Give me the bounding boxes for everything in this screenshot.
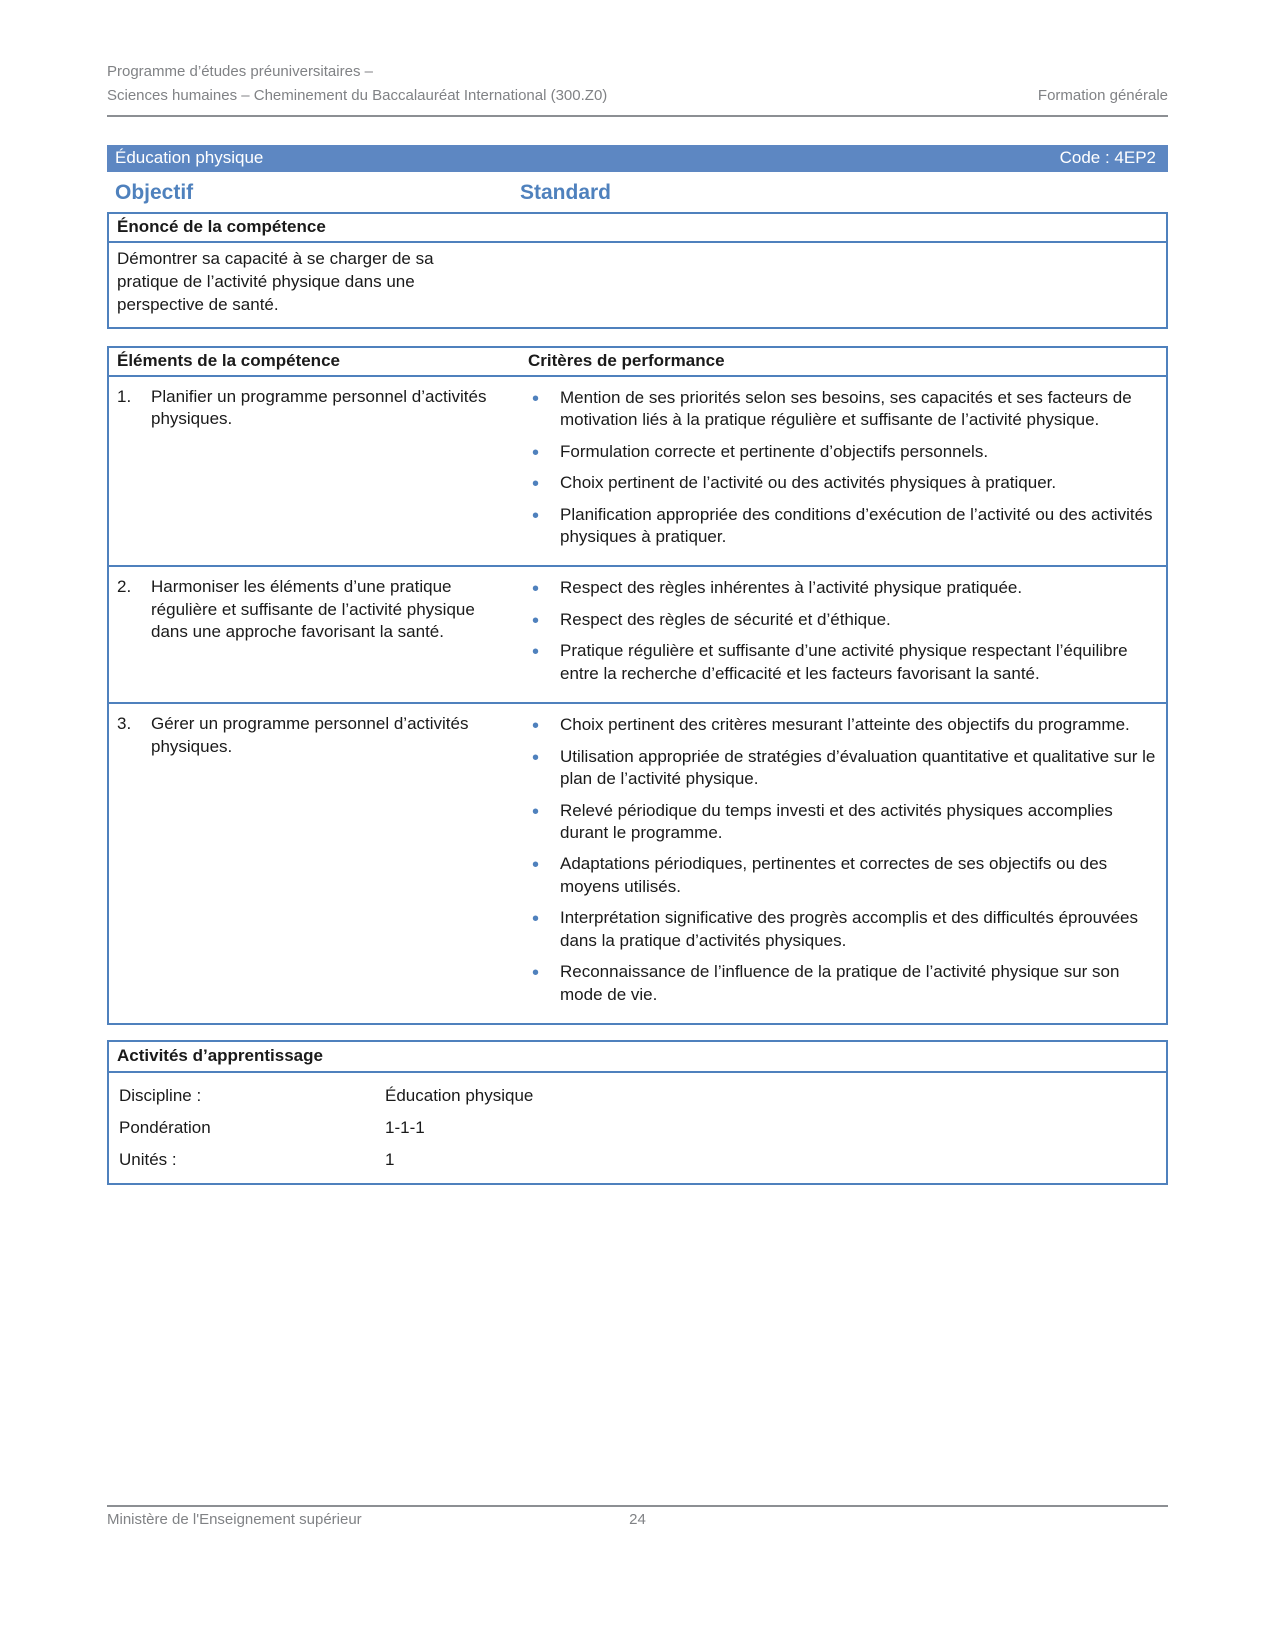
- activite-label: Unités :: [119, 1150, 177, 1169]
- criteria-list: [520, 714, 1156, 1006]
- activite-value: 1-1-1: [385, 1118, 425, 1137]
- element-text: Planifier un programme personnel d’activités physiques.: [151, 386, 487, 429]
- competence-row-2: [109, 567, 1166, 704]
- activite-row-discipline: [109, 1075, 1166, 1107]
- header-rule: [107, 115, 1168, 117]
- header-program-detail: Sciences humaines – Cheminement du Baccalauréat International (300.Z0): [107, 87, 608, 104]
- course-title: Éducation physique: [115, 148, 264, 167]
- objectif-heading: Objectif: [115, 181, 194, 204]
- criterion: • Respect des règles de sécurité et d’éthique.: [520, 609, 1156, 631]
- criterion: • Relevé périodique du temps investi et des activités physiques accomplies durant le programme.: [520, 800, 1156, 845]
- header-program-line: Programme d’études préuniversitaires –: [107, 63, 373, 80]
- element-cell: [109, 704, 520, 1023]
- enonce-heading: Énoncé de la compétence: [109, 214, 1166, 243]
- criterion: • Pratique régulière et suffisante d’une activité physique respectant l’équilibre entre la recherche d’efficacité et les facteurs favorisant la santé.: [520, 640, 1156, 685]
- competence-row-3: [109, 704, 1166, 1023]
- criterion: • Choix pertinent des critères mesurant l’atteinte des objectifs du programme.: [520, 714, 1156, 736]
- element-cell: [109, 377, 520, 566]
- element-text: Gérer un programme personnel d’activités physiques.: [151, 714, 469, 756]
- criterion: • Choix pertinent de l’activité ou des activités physiques à pratiquer.: [520, 472, 1156, 494]
- activites-rows: [109, 1073, 1166, 1183]
- section-headings: [107, 181, 1168, 205]
- criterion: • Reconnaissance de l’influence de la pratique de l’activité physique sur son mode de vie.: [520, 961, 1156, 1006]
- criterion: • Respect des règles inhérentes à l’activité physique pratiquée.: [520, 577, 1156, 599]
- competence-table-header: [109, 348, 1166, 377]
- activite-row-ponderation: [109, 1107, 1166, 1139]
- course-code: Code : 4EP2: [1059, 148, 1156, 167]
- criterion: • Utilisation appropriée de stratégies d’évaluation quantitative et qualitative sur le plan de l’activité physique.: [520, 746, 1156, 791]
- criterion: • Formulation correcte et pertinente d’objectifs personnels.: [520, 441, 1156, 463]
- criterion: • Planification appropriée des conditions d’exécution de l’activité ou des activités physiques à pratiquer.: [520, 504, 1156, 549]
- activite-value: Éducation physique: [385, 1086, 534, 1105]
- footer-page-number: 24: [629, 1511, 646, 1528]
- page-header: [107, 60, 1168, 117]
- criteres-column-header: Critères de performance: [528, 350, 725, 370]
- element-number: 1.: [117, 386, 132, 406]
- enonce-body: Démontrer sa capacité à se charger de sa pratique de l’activité physique dans une perspective de santé.: [117, 249, 434, 314]
- elements-column-header: Éléments de la compétence: [117, 350, 340, 370]
- criteria-cell: [520, 567, 1166, 702]
- activite-value: 1: [385, 1150, 395, 1169]
- activite-label: Pondération: [119, 1118, 211, 1137]
- criterion: • Interprétation significative des progrès accomplis et des difficultés éprouvées dans la pratique d’activités physiques.: [520, 907, 1156, 952]
- criteria-cell: [520, 704, 1166, 1023]
- footer-ministry: Ministère de l'Enseignement supérieur: [107, 1511, 362, 1528]
- criterion: • Mention de ses priorités selon ses besoins, ses capacités et ses facteurs de motivation liés à la pratique régulière et suffisante de l’activité physique.: [520, 387, 1156, 432]
- enonce-box: [107, 212, 1168, 329]
- header-second-line: [107, 84, 1168, 108]
- page-footer: [107, 1505, 1168, 1528]
- standard-heading: Standard: [520, 181, 612, 204]
- element-number: 2.: [117, 577, 132, 597]
- activites-box: [107, 1040, 1168, 1185]
- activite-row-unites: [109, 1139, 1166, 1171]
- criteria-list: [520, 577, 1156, 685]
- header-formation-generale: Formation générale: [1037, 87, 1168, 104]
- element-text: Harmoniser les éléments d’une pratique régulière et suffisante de l’activité physique dans une approche favorisant la santé.: [151, 577, 475, 642]
- activites-heading: Activités d’apprentissage: [109, 1042, 1166, 1073]
- element-cell: [109, 567, 520, 702]
- competence-table: [107, 346, 1168, 1025]
- criterion: • Adaptations périodiques, pertinentes et correctes de ses objectifs ou des moyens utilisés.: [520, 853, 1156, 898]
- criteria-cell: [520, 377, 1166, 566]
- criteria-list: [520, 387, 1156, 549]
- activite-label: Discipline :: [119, 1086, 202, 1105]
- element-number: 3.: [117, 714, 132, 734]
- course-title-bar: [107, 145, 1168, 172]
- competence-row-1: [109, 377, 1166, 568]
